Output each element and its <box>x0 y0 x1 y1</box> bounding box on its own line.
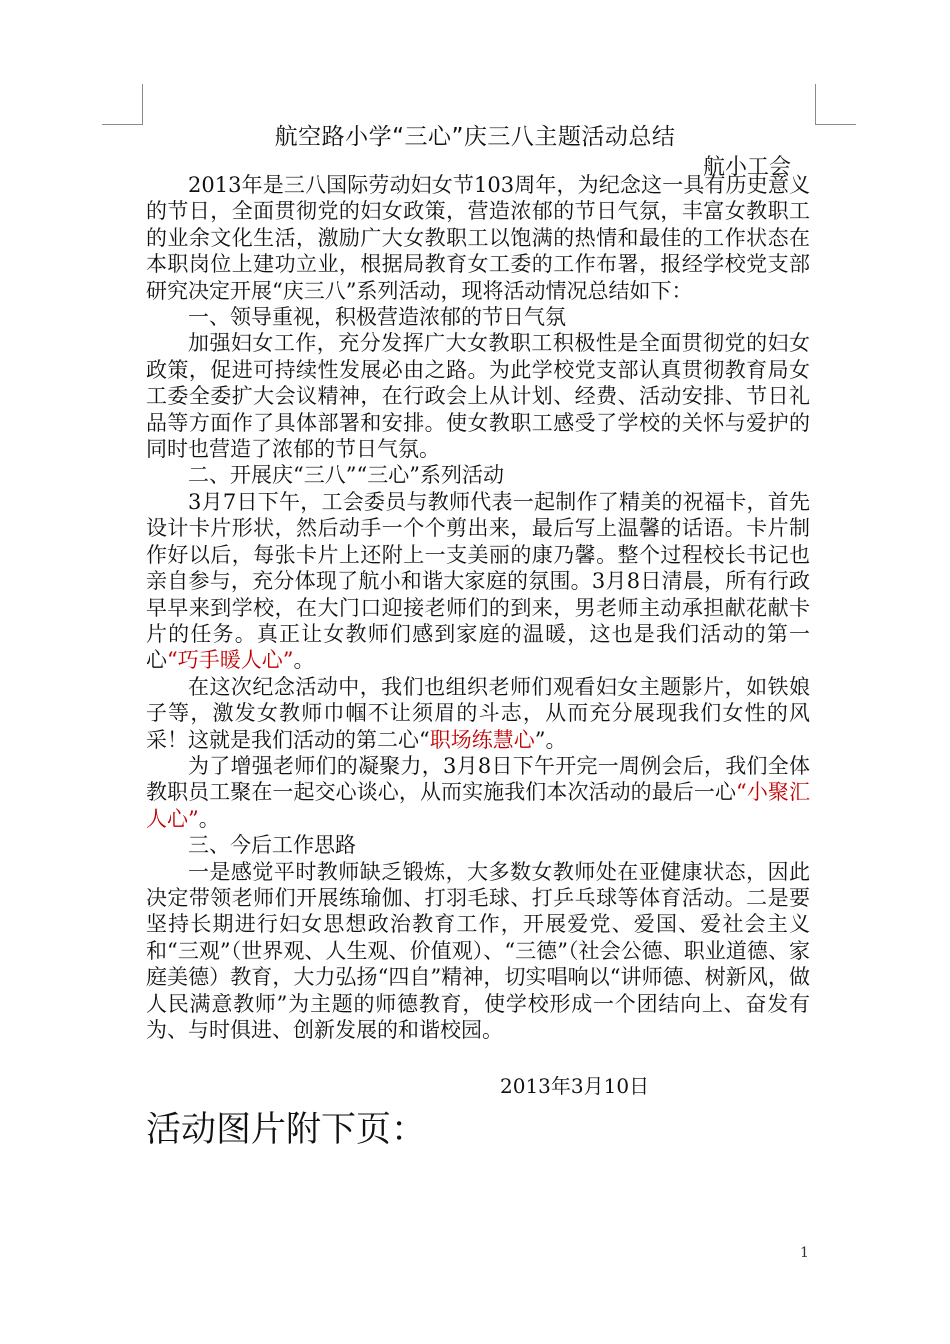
section-heading-1 <box>146 304 810 330</box>
paragraph-tail: 。 <box>293 648 315 673</box>
document-author: 航小工会 <box>703 155 792 180</box>
page-number: 1 <box>800 1245 809 1261</box>
paragraph-tail: 。 <box>198 806 220 831</box>
paragraph-intro <box>146 172 810 304</box>
paragraph-activity-1 <box>146 489 810 674</box>
paragraph-text: 为了增强老师们的凝聚力，3月8日下午开完一周例会后，我们全体教职员工聚在一起交心谈心，从而实施我们本次活动的最后一心 <box>146 753 810 805</box>
paragraph-activity-3 <box>146 753 810 832</box>
heading-text: 三、今后工作思路 <box>188 833 356 858</box>
appendix-note: 活动图片附下页： <box>146 1110 427 1150</box>
paragraph-text: 在这次纪念活动中，我们也组织老师们观看妇女主题影片，如铁娘子等，激发女教师巾帼不让须眉的斗志，从而充分展现我们女性的风采！这就是我们活动的第二心“ <box>146 674 810 752</box>
heading-text: 二、开展庆“三八”“三心”系列活动 <box>188 463 504 488</box>
heading-text: 一、领导重视，积极营造浓郁的节日气氛 <box>188 305 566 330</box>
paragraph-text: 一是感觉平时教师缺乏锻炼，大多数女教师处在亚健康状态，因此决定带领老师们开展练瑜伽、打羽毛球、打乒乓球等体育活动。二是要坚持长期进行妇女思想政治教育工作，开展爱党、爱国、爱社会主义和“三观”（世界观、人生观、价值观）、“三德”（社会公德、职业道德、家庭美德）教育，大力弘扬“四自”精神，切实唱响以“讲师德、树新风，做人民满意教师”为主题的师德教育，使学校形成一个团结向上、奋发有为、与时俱进、创新发展的和谐校园。 <box>146 859 810 1042</box>
paragraph-activity-2 <box>146 674 810 753</box>
paragraph-tail: ”。 <box>534 727 567 752</box>
document-body <box>146 172 810 1043</box>
highlight-text: 职场练慧心 <box>429 727 535 752</box>
paragraph-future-plans <box>146 859 810 1044</box>
paragraph-text: 2013年是三八国际劳动妇女节103周年，为纪念这一具有历史意义的节日，全面贯彻党的妇女政策，营造浓郁的节日气氛，丰富女教职工的业余文化生活，激励广大女教职工以饱满的热情和最佳的工作状态在本职岗位上建功立业，根据局教育女工委的工作布署，报经学校党支部研究决定开展“庆三八”系列活动，现将活动情况总结如下： <box>146 173 810 303</box>
highlight-text: “巧手暖人心” <box>167 648 294 673</box>
document-title: 航空路小学“三心”庆三八主题活动总结 <box>274 124 676 150</box>
highlight-text: “小聚汇人心” <box>146 780 810 831</box>
section-heading-3 <box>146 832 810 858</box>
section-heading-2 <box>146 462 810 488</box>
paragraph-section-1 <box>146 330 810 462</box>
paragraph-text: 3月7日下午，工会委员与教师代表一起制作了精美的祝福卡，首先设计卡片形状，然后动手一个个剪出来，最后写上温馨的话语。卡片制作好以后，每张卡片上还附上一支美丽的康乃馨。整个过程校长书记也亲自参与，充分体现了航小和谐大家庭的氛围。3月8日清晨，所有行政早早来到学校，在大门口迎接老师们的到来，男老师主动承担献花献卡片的任务。真正让女教师们感到家庭的温暖，这也是我们活动的第一心 <box>146 489 810 673</box>
paragraph-text: 加强妇女工作，充分发挥广大女教职工积极性是全面贯彻党的妇女政策，促进可持续性发展必由之路。为此学校党支部认真贯彻教育局女工委全委扩大会议精神，在行政会上从计划、经费、活动安排、节日礼品等方面作了具体部署和安排。使女教职工感受了学校的关怀与爱护的同时也营造了浓郁的节日气氛。 <box>146 331 810 462</box>
document-date: 2013年3月10日 <box>500 1074 650 1098</box>
